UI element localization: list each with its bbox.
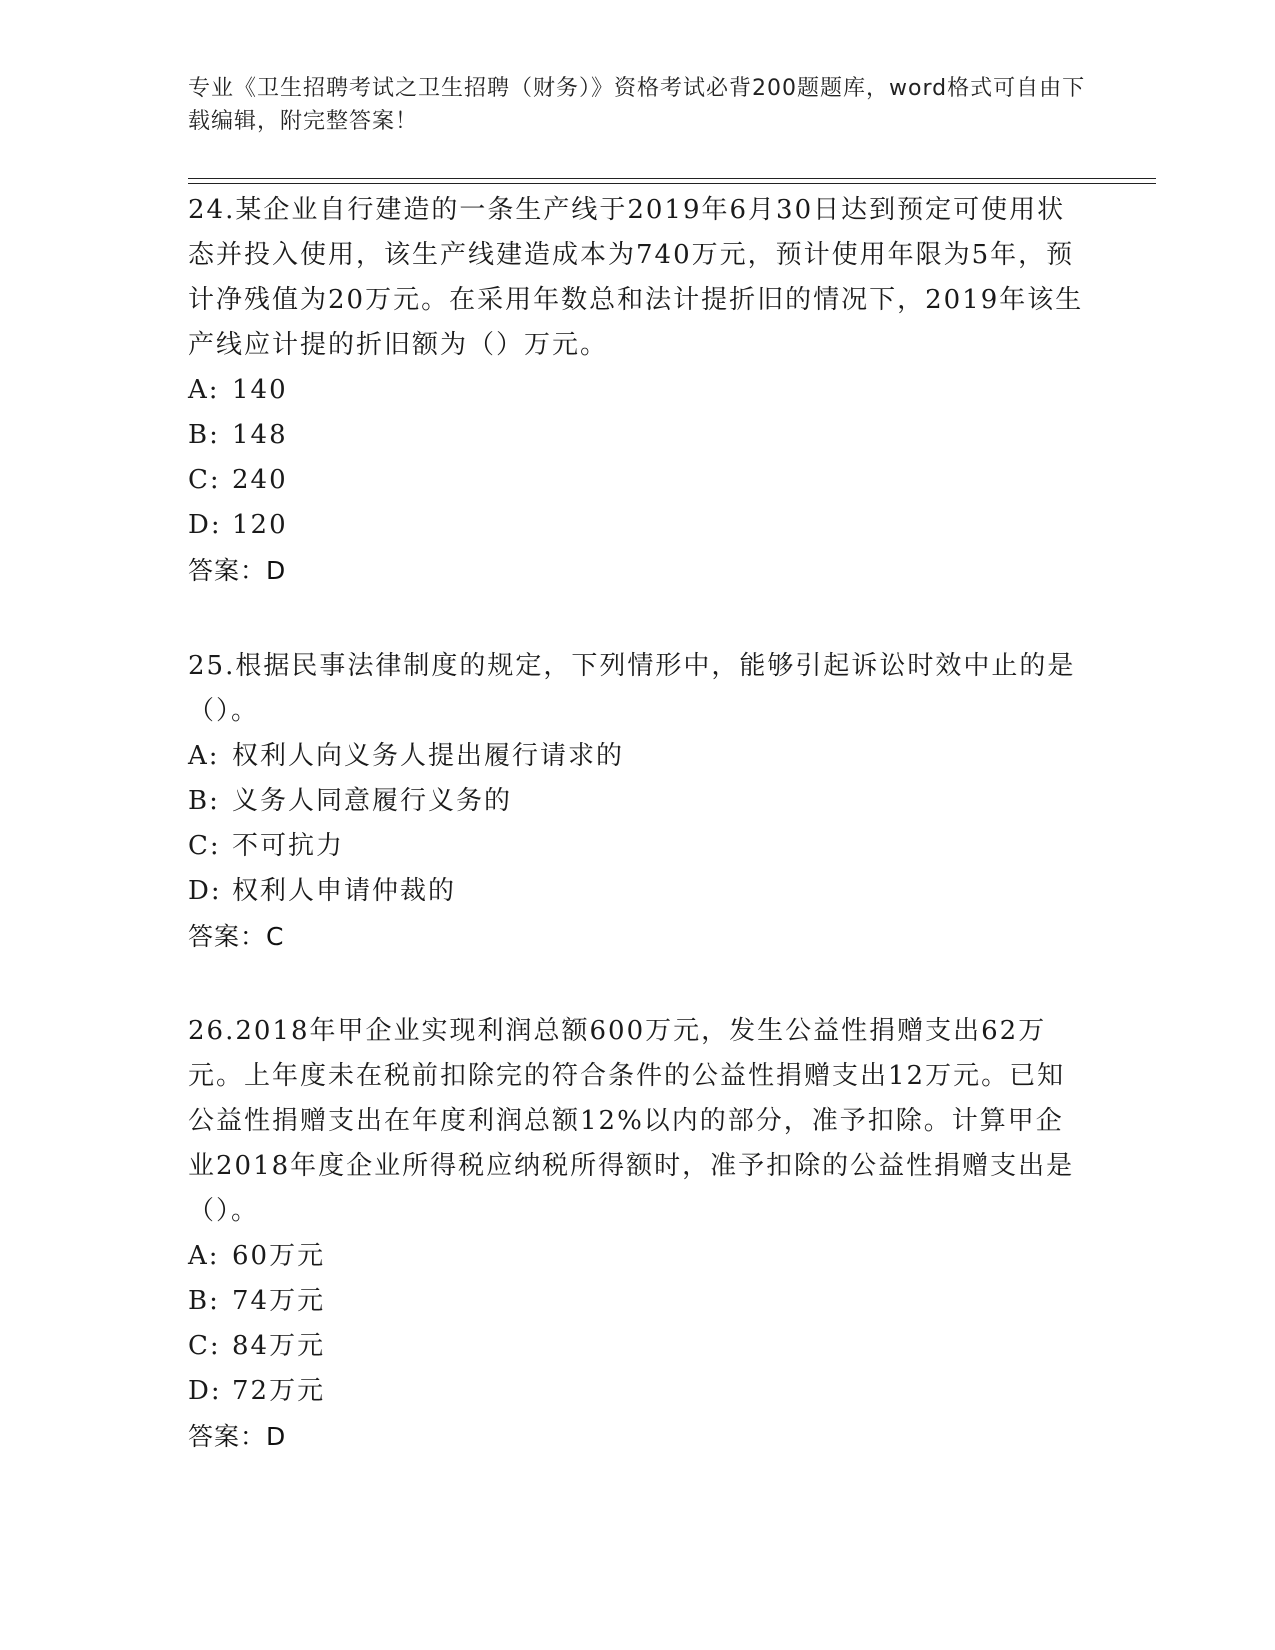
option-key: C: xyxy=(188,1331,221,1361)
question-26 xyxy=(188,1009,1088,1459)
question-stem: 24.某企业自行建造的一条生产线于2019年6月30日达到预定可使用状态并投入使用，该生产线建造成本为740万元，预计使用年限为5年，预计净残值为20万元。在采用年数总和法计提折旧的情况下，2019年该生产线应计提的折旧额为（）万元。 xyxy=(188,195,1084,360)
option-key: D: xyxy=(188,876,222,906)
option-key: B: xyxy=(188,786,220,816)
option-key: C: xyxy=(188,831,221,861)
document-header xyxy=(188,72,1088,138)
option-key: C: xyxy=(188,465,221,495)
option-d xyxy=(188,869,1088,914)
option-b xyxy=(188,1279,1088,1324)
option-text: 不可抗力 xyxy=(232,831,345,861)
option-text: 权利人申请仲裁的 xyxy=(232,876,457,906)
option-d xyxy=(188,503,1088,548)
option-key: B: xyxy=(188,420,220,450)
option-text: 74万元 xyxy=(232,1286,326,1316)
option-text: 义务人同意履行义务的 xyxy=(232,786,513,816)
option-a xyxy=(188,368,1088,413)
question-24 xyxy=(188,188,1088,593)
option-d xyxy=(188,1369,1088,1414)
option-text: 120 xyxy=(232,510,288,540)
option-text: 72万元 xyxy=(232,1376,326,1406)
option-text: 60万元 xyxy=(232,1241,326,1271)
option-key: A: xyxy=(188,1241,220,1271)
header-divider-bottom xyxy=(188,183,1156,184)
header-intro-text: 专业《卫生招聘考试之卫生招聘（财务）》资格考试必背200题题库，word格式可自由下载编辑，附完整答案！ xyxy=(188,76,1086,134)
option-c xyxy=(188,458,1088,503)
option-text: 140 xyxy=(232,375,288,405)
option-text: 148 xyxy=(232,420,288,450)
question-25 xyxy=(188,644,1088,959)
header-divider-top xyxy=(188,178,1156,179)
option-key: A: xyxy=(188,375,220,405)
option-text: 240 xyxy=(232,465,288,495)
answer-line: 答案：C xyxy=(188,922,285,951)
option-b xyxy=(188,413,1088,458)
option-a xyxy=(188,1234,1088,1279)
option-a xyxy=(188,734,1088,779)
question-stem: 25.根据民事法律制度的规定，下列情形中，能够引起诉讼时效中止的是（）。 xyxy=(188,651,1076,726)
option-key: B: xyxy=(188,1286,220,1316)
question-stem: 26.2018年甲企业实现利润总额600万元，发生公益性捐赠支出62万元。上年度未在税前扣除完的符合条件的公益性捐赠支出12万元。已知公益性捐赠支出在年度利润总额12%以内的部分，准予扣除。计算甲企业2018年度企业所得税应纳税所得额时，准予扣除的公益性捐赠支出是（）。 xyxy=(188,1016,1075,1226)
option-c xyxy=(188,824,1088,869)
option-c xyxy=(188,1324,1088,1369)
option-b xyxy=(188,779,1088,824)
option-text: 84万元 xyxy=(232,1331,326,1361)
option-key: D: xyxy=(188,1376,222,1406)
answer-line: 答案：D xyxy=(188,556,287,585)
option-key: A: xyxy=(188,741,220,771)
option-key: D: xyxy=(188,510,222,540)
option-text: 权利人向义务人提出履行请求的 xyxy=(232,741,625,771)
answer-line: 答案：D xyxy=(188,1422,287,1451)
